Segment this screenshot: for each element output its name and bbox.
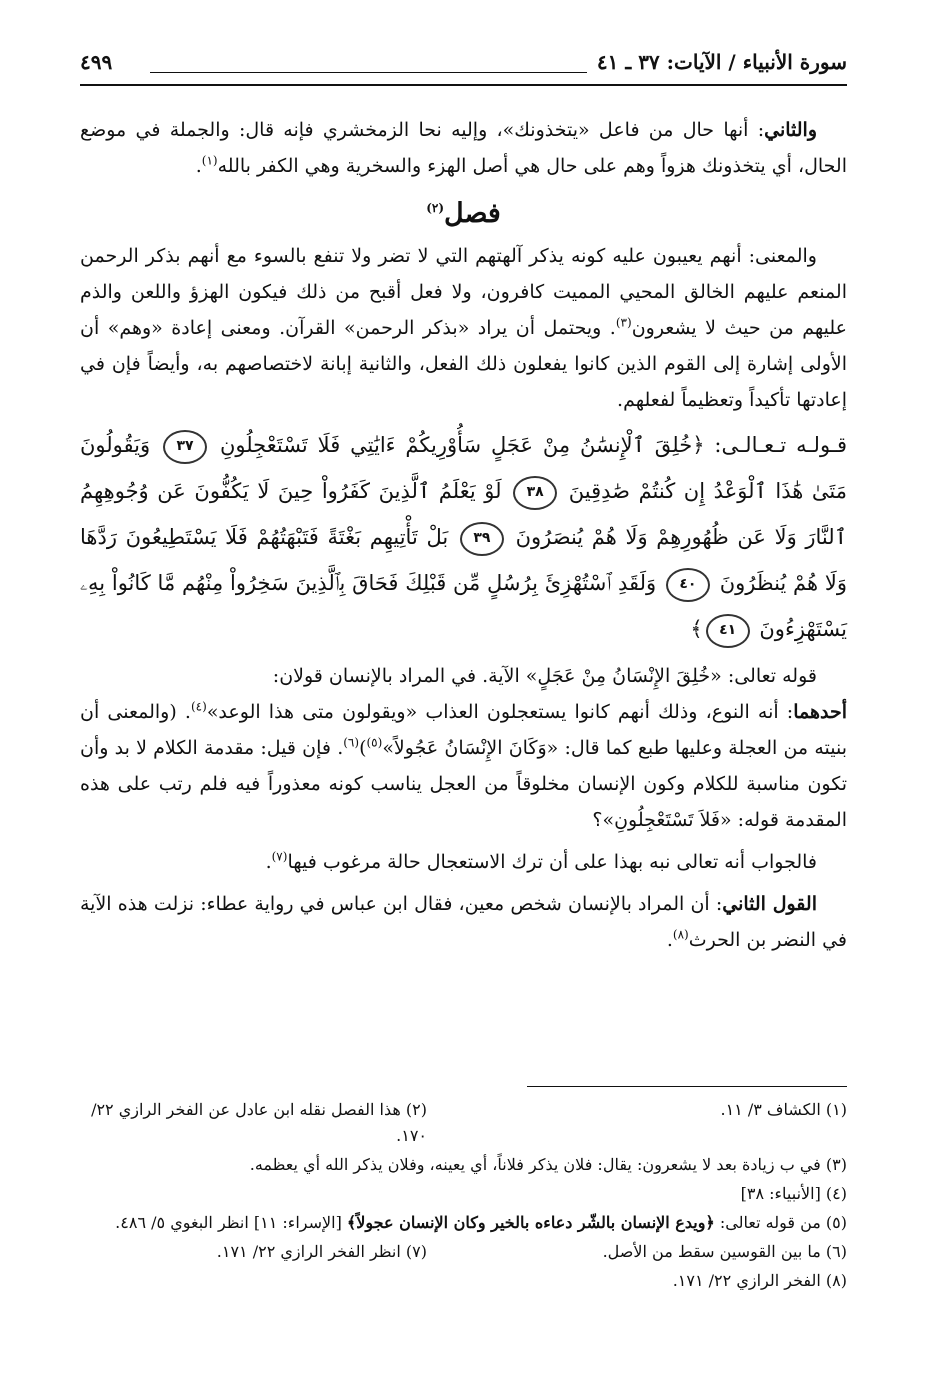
verse-39: لَوْ يَعْلَمُ ٱلَّذِينَ كَفَرُواْ حِينَ لَا يَكُفُّونَ عَن وُجُوهِهِمُ ٱلنَّارَ وَلَا عَن ظُهُورِهِمْ وَلَا هُمْ يُنصَرُونَ — [80, 479, 847, 549]
footnote-5-text: (٥) من قوله تعالى: — [714, 1213, 847, 1232]
verse-38: وَيَقُولُونَ مَتَىٰ هَٰذَا ٱلْوَعْدُ إِن كُنتُمْ صَٰدِقِينَ — [80, 433, 847, 503]
footnote-4: (٤) [الأنبياء: ٣٨] — [740, 1184, 847, 1203]
footnote-5-source: [الإسراء: ١١] انظر البغوي ٥/ ٤٨٦. — [115, 1213, 347, 1232]
footnote-2: (٢) هذا الفصل نقله ابن عادل عن الفخر الرازي ٢٢/ ١٧٠. — [91, 1100, 427, 1145]
paragraph-text: فالجواب أنه تعالى نبه بهذا على أن ترك الاستعجال حالة مرغوب فيها — [287, 851, 817, 873]
paragraph-text: قوله تعالى: «خُلِقَ الإِنْسَانُ مِنْ عَجَلٍ» الآية. في المراد بالإنسان قولان: — [272, 665, 817, 687]
paragraph-answer — [80, 844, 847, 880]
paragraph-lead: والثاني — [764, 119, 817, 141]
page-number: ٤٩٩ — [80, 50, 113, 74]
ayah-number-37: ٣٧ — [163, 430, 207, 464]
paragraph-text-continued: . ويحتمل أن يراد «بذكر الرحمن» القرآن. ومعنى إعادة «وهم» أن الأولى إشارة إلى القوم الذين كانوا يفعلون ذلك الفعل، والثانية إبانة لاختصاصهم به، وأيضاً فإن في إعادتها تأكيداً وتعظيماً لفعلهم. — [80, 317, 847, 411]
footnote-separator — [527, 1086, 847, 1087]
footnote-5-verse: ﴿ويدع الإنسان بالشّر دعاءه بالخير وكان الإنسان عجولاً﴾ — [346, 1213, 715, 1232]
paragraph-end: . — [195, 155, 202, 177]
paragraph-text: والمعنى: أنهم يعيبون عليه كونه يذكر آلهتهم التي لا تضر ولا تنفع بالسوء مع أنهم بذكر الرحمن المنعم عليهم الخالق المحيي المميت كافرون، ولا فعل أقبح من ذلك فيكون الهزؤ واللعن والذم عليهم من حيث لا يشعرون — [80, 245, 847, 339]
footnote-ref: (٢) — [426, 201, 445, 215]
paragraph-second-view — [80, 112, 847, 184]
paragraph-first-opinion — [80, 694, 847, 838]
ayah-number-39: ٣٩ — [460, 522, 504, 556]
footnotes — [60, 1086, 847, 1297]
footnote-1: (١) الكشاف ٣/ ١١. — [720, 1100, 847, 1119]
section-heading-text: فصل — [444, 198, 501, 229]
main-text — [80, 112, 847, 958]
quran-verses — [80, 422, 847, 652]
paragraph-end: . — [265, 851, 272, 873]
paragraph-text-continued: ) — [359, 737, 367, 759]
paragraph-lead: القول الثاني — [722, 893, 817, 915]
footnote-ref: (٧) — [271, 849, 288, 864]
verse-41: وَلَقَدِ ٱسْتُهْزِئَ بِرُسُلٍ مِّن قَبْلِكَ فَحَاقَ بِٱلَّذِينَ سَخِرُواْ مِنْهُم مَّا كَانُواْ بِهِۦ يَسْتَهْزِءُونَ — [80, 571, 847, 641]
footnote-ref: (٤) — [190, 699, 207, 714]
paragraph-text-continued: . (والمعنى أن بنيته من العجلة وعليها طبع كما قال: «وَكَانَ الإِنْسَانُ عَجُولاً» — [80, 701, 847, 759]
paragraph-text: : أنه النوع، وذلك أنهم كانوا يستعجلون العذاب «ويقولون متى هذا الوعد» — [206, 701, 794, 723]
header-fill-line — [150, 72, 587, 73]
paragraph-text-continued: . فإن قيل: مقدمة الكلام لا بد وأن تكون مناسبة للكلام وكون الإنسان مخلوقاً من العجل يناسب كونه معذوراً فيه فلم رتب على هذه المقدمة قوله: «فَلاَ تَسْتَعْجِلُونِ»؟ — [80, 737, 847, 831]
footnote-5 — [60, 1210, 847, 1236]
footnote-ref: (٨) — [672, 927, 689, 942]
footnote-6: (٦) ما بين القوسين سقط من الأصل. — [602, 1242, 847, 1261]
ayah-number-40: ٤٠ — [666, 568, 710, 602]
footnote-ref: (٥) — [366, 735, 383, 750]
footnote-row — [60, 1239, 847, 1265]
verse-40: بَلْ تَأْتِيهِم بَغْتَةً فَتَبْهَتُهُمْ فَلَا يَسْتَطِيعُونَ رَدَّهَا وَلَا هُمْ يُنظَرُونَ — [80, 525, 847, 595]
paragraph-meaning — [80, 238, 847, 418]
ayah-number-38: ٣٨ — [513, 476, 557, 510]
footnote-3: (٣) في ب زيادة بعد لا يشعرون: يقال: فلان يذكر فلاناً، أي يعينه، وفلان يذكر الله أي يعظمه. — [249, 1155, 847, 1174]
paragraph-end: . — [666, 929, 673, 951]
header-rule — [80, 84, 847, 86]
paragraph-verse-comment — [80, 658, 847, 694]
section-heading — [80, 192, 847, 236]
footnote-ref: (١) — [201, 153, 218, 168]
footnote-ref: (٣) — [615, 315, 632, 330]
footnote-8: (٨) الفخر الرازي ٢٢/ ١٧١. — [672, 1271, 847, 1290]
ayah-number-41: ٤١ — [706, 614, 750, 648]
page-header — [80, 44, 847, 84]
quran-intro: قـولـه تـعـالـى: ﴿ — [692, 433, 847, 457]
paragraph-lead: أحدهما — [793, 701, 847, 723]
quran-close: ﴾ — [690, 617, 703, 641]
verse-37: خُلِقَ ٱلْإِنسَٰنُ مِنْ عَجَلٍ سَأُوْرِيكُمْ ءَايَٰتِي فَلَا تَسْتَعْجِلُونِ — [219, 433, 693, 457]
footnote-ref: (٦) — [343, 735, 360, 750]
running-title: سورة الأنبياء / الآيات: ٣٧ ـ ٤١ — [596, 50, 847, 74]
footnote-7: (٧) انظر الفخر الرازي ٢٢/ ١٧١. — [216, 1242, 427, 1261]
paragraph-text: : أنها حال من فاعل «يتخذونك»، وإليه نحا الزمخشري فإنه قال: والجملة في موضع الحال، أي يتخذونك هزواً وهم على حال هي أصل الهزء والسخرية وهي الكفر بالله — [80, 119, 847, 177]
paragraph-second-opinion — [80, 886, 847, 958]
paragraph-text: : أن المراد بالإنسان شخص معين، فقال ابن عباس في رواية عطاء: نزلت هذه الآية في النضر بن الحرث — [80, 893, 847, 951]
footnote-row — [60, 1097, 847, 1149]
